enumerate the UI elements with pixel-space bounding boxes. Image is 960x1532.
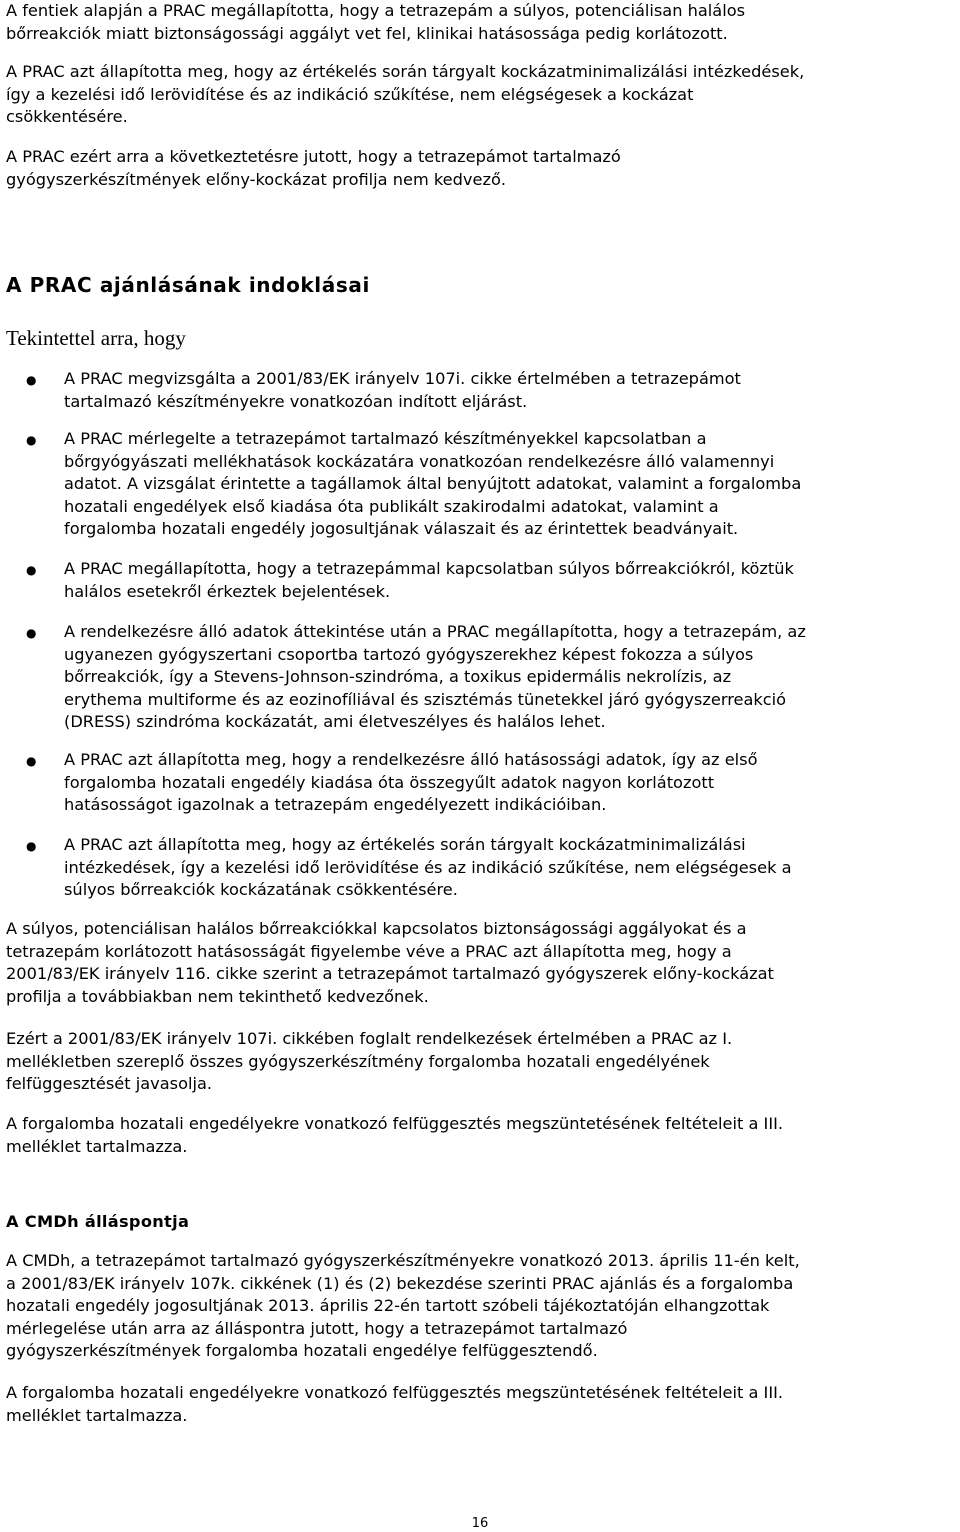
bullet-dot-icon: ● [26, 563, 37, 577]
bullet-dot-icon: ● [26, 373, 37, 387]
bullet-dot-icon: ● [26, 433, 37, 447]
bullet-dot-icon: ● [26, 754, 37, 768]
cmdh-paragraph-2: A forgalomba hozatali engedélyekre vonatkozó felfüggesztés megszüntetésének feltételeit a III. melléklet tartalmazza. [6, 1383, 784, 1425]
bullet-dot-icon: ● [26, 626, 37, 640]
conclusion-paragraph-3: A forgalomba hozatali engedélyekre vonatkozó felfüggesztés megszüntetésének feltételeit a III. melléklet tartalmazza. [6, 1114, 784, 1156]
bullet-item-2: A PRAC mérlegelte a tetrazepámot tartalmazó készítményekkel kapcsolatban a bőrgyógyászati mellékhatások kockázatára vonatkozóan rendelkezésre álló valamennyi adatot. A vizsgálat érintette a tagállamok által benyújtott adatokat, valamint a forgalomba hozatali engedélyek első kiadása óta publikált szakirodalmi adatokat, valamint a forgalomba hozatali engedély jogosultjának válaszait és az érintettek beadványait. [64, 429, 802, 538]
bullet-item-4: A rendelkezésre álló adatok áttekintése után a PRAC megállapította, hogy a tetrazepám, az ugyanezen gyógyszertani csoportba tartozó gyógyszerekhez képest fokozza a súlyos bőrreakciók, így a Stevens-Johnson-szindróma, a toxikus epidermális nekrolízis, az erythema multiforme és az eozinofíliával és szisztémás tünetekkel járó gyógyszerreakció (DRESS) szindróma kockázatát, ami életveszélyes és halálos lehet. [64, 622, 806, 731]
conclusion-paragraph-1: A súlyos, potenciálisan halálos bőrreakciókkal kapcsolatos biztonságossági aggályokat és a tetrazepám korlátozott hatásosságát figyelembe véve a PRAC azt állapította meg, hogy a 2001/83/EK irányelv 116. cikke szerint a tetrazepámot tartalmazó gyógyszerek előny-kockázat profilja a továbbiakban nem tekinthető kedvezőnek. [6, 919, 774, 1006]
section-intro-line: Tekintettel arra, hogy [6, 326, 186, 350]
bullet-item-3: A PRAC megállapította, hogy a tetrazepámmal kapcsolatban súlyos bőrreakciókról, köztük halálos esetekről érkeztek bejelentések. [64, 559, 794, 601]
cmdh-paragraph-1: A CMDh, a tetrazepámot tartalmazó gyógyszerkészítményekre vonatkozó 2013. április 11-én kelt, a 2001/83/EK irányelv 107k. cikkének (1) és (2) bekezdése szerinti PRAC ajánlás és a forgalomba hozatali engedély jogosultjának 2013. április 22-én tartott szóbeli tájékoztatóján elhangzottak mérlegelése után arra az álláspontra jutott, hogy a tetrazepámot tartalmazó gyógyszerkészítmények forgalomba hozatali engedélye felfüggesztendő. [6, 1251, 800, 1360]
page-number: 16 [471, 1516, 489, 1531]
section-heading-cmdh-position: A CMDh álláspontja [6, 1212, 190, 1231]
bullet-item-6: A PRAC azt állapította meg, hogy az értékelés során tárgyalt kockázatminimalizálási intézkedések, így a kezelési idő lerövidítése és az indikáció szűkítése, nem elégségesek a súlyos bőrreakciók kockázatának csökkentésére. [64, 835, 792, 899]
intro-paragraph-2: A PRAC azt állapította meg, hogy az értékelés során tárgyalt kockázatminimalizálási intézkedések, így a kezelési idő lerövidítése és az indikáció szűkítése, nem elégségesek a kockázat csökkentésére. [6, 62, 805, 126]
intro-paragraph-3: A PRAC ezért arra a következtetésre jutott, hogy a tetrazepámot tartalmazó gyógyszerkészítmények előny-kockázat profilja nem kedvező. [6, 147, 621, 189]
bullet-dot-icon: ● [26, 839, 37, 853]
bullet-item-5: A PRAC azt állapította meg, hogy a rendelkezésre álló hatásossági adatok, így az első forgalomba hozatali engedély kiadása óta összegyűlt adatok nagyon korlátozott hatásosságot igazolnak a tetrazepám engedélyezett indikációiban. [64, 750, 758, 814]
section-heading-prac-reasons: A PRAC ajánlásának indoklásai [6, 273, 370, 297]
bullet-item-1: A PRAC megvizsgálta a 2001/83/EK irányelv 107i. cikke értelmében a tetrazepámot tartalmazó készítményekre vonatkozóan indított eljárást. [64, 369, 741, 411]
conclusion-paragraph-2: Ezért a 2001/83/EK irányelv 107i. cikkében foglalt rendelkezések értelmében a PRAC az I. mellékletben szereplő összes gyógyszerkészítmény forgalomba hozatali engedélyének felfüggesztését javasolja. [6, 1029, 733, 1093]
intro-paragraph-1: A fentiek alapján a PRAC megállapította, hogy a tetrazepám a súlyos, potenciálisan halálos bőrreakciók miatt biztonságossági aggályt vet fel, klinikai hatásossága pedig korlátozott. [6, 1, 746, 43]
